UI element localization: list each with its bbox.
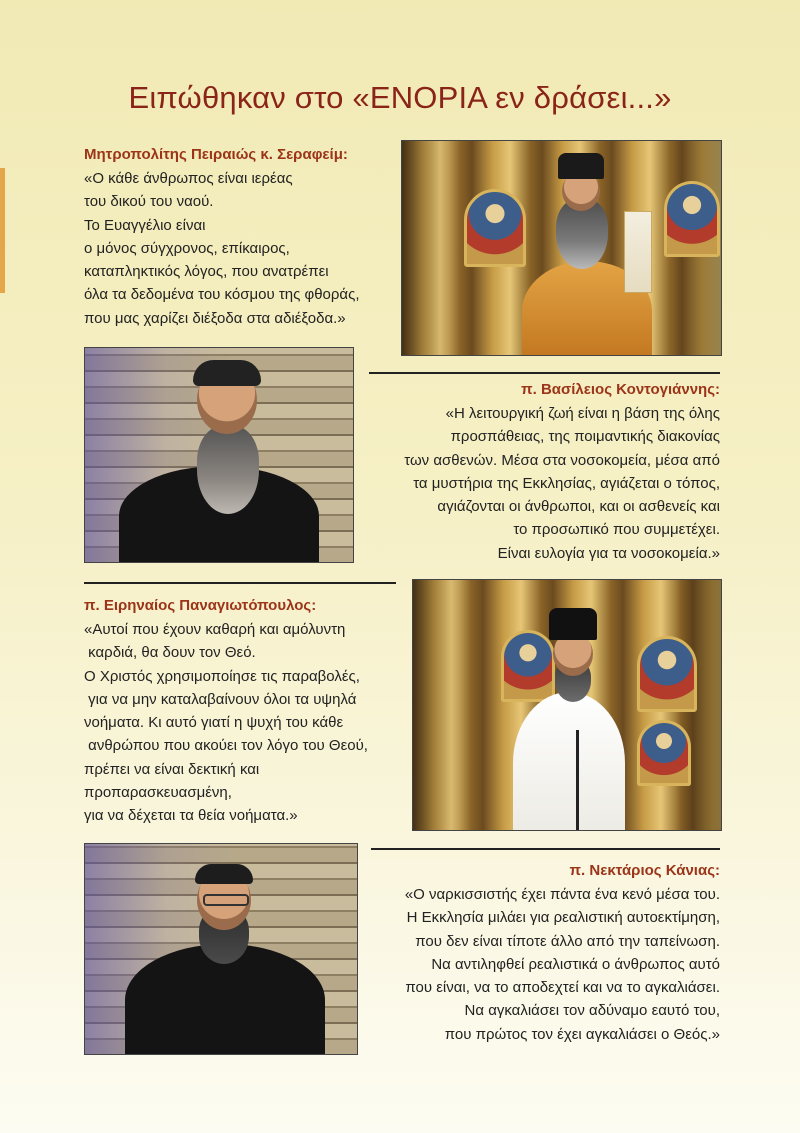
microphone-stand: [576, 730, 579, 830]
kalimavkion: [549, 608, 597, 640]
quote-block-eirinaios: [84, 597, 404, 828]
quote-line: «Η λειτουργική ζωή είναι η βάση της όλης: [445, 405, 720, 422]
hair: [193, 360, 261, 386]
quote-line: του δικού του ναού.: [84, 193, 214, 211]
glasses: [203, 894, 249, 906]
quote-line: για να μην καταλαβαίνουν όλοι τα υψηλά: [84, 690, 357, 708]
divider-rule: [84, 582, 396, 584]
speaker-name: π. Νεκτάριος Κάνιας:: [569, 862, 720, 879]
quote-line: το προσωπικό που συμμετέχει.: [513, 521, 720, 539]
speaker-name: Μητροπολίτης Πειραιώς κ. Σεραφείμ:: [84, 146, 348, 163]
quote-line: Είναι ευλογία για τα νοσοκομεία.»: [497, 544, 720, 562]
speaker-name: π. Ειρηναίος Παναγιωτόπουλος:: [84, 597, 317, 614]
quote-line: τα μυστήρια της Εκκλησίας, αγιάζεται ο τόπος,: [413, 474, 720, 492]
quote-line: «Αυτοί που έχουν καθαρή και αμόλυντη: [84, 621, 346, 638]
photo-fr-nektarios: [84, 843, 358, 1055]
quote-block-nektarios: [360, 862, 720, 1046]
quote-line: ανθρώπου που ακούει τον λόγο του Θεού,: [84, 737, 368, 755]
speaker-name: π. Βασίλειος Κοντογιάννης:: [521, 381, 720, 398]
hair: [195, 864, 253, 884]
quote-line: που είναι, να το αποδεχτεί και να το αγκαλιάσει.: [405, 979, 720, 997]
quote-line: που μας χαρίζει διέξοδα στα αδιέξοδα.»: [84, 309, 346, 327]
icon-painting: [501, 630, 555, 702]
quote-line: όλα τα δεδομένα του κόσμου της φθοράς,: [84, 286, 360, 304]
white-vestment: [513, 692, 625, 831]
quote-line: προσπάθειας, της ποιμαντικής διακονίας: [450, 428, 720, 446]
divider-rule: [369, 372, 720, 374]
quote-line: Ο Χριστός χρησιμοποίησε τις παραβολές,: [84, 667, 360, 685]
quote-line: Να αντιληφθεί ρεαλιστικά ο άνθρωπος αυτό: [431, 955, 720, 973]
icon-painting: [637, 720, 691, 786]
quote-line: «Ο ναρκισσιστής έχει πάντα ένα κενό μέσα του.: [404, 886, 720, 903]
quote-line: «Ο κάθε άνθρωπος είναι ιερέας: [84, 170, 293, 187]
banner-flag: [624, 211, 652, 293]
side-accent-tab: [0, 168, 5, 293]
quote-line: καταπληκτικός λόγος, που ανατρέπει: [84, 263, 329, 281]
quote-line: αγιάζονται οι άνθρωποι, και οι ασθενείς και: [437, 498, 720, 516]
page-title: Ειπώθηκαν στο «ΕΝΟΡΙΑ εν δράσει...»: [128, 80, 672, 115]
quote-line: ο μόνος σύγχρονος, επίκαιρος,: [84, 239, 290, 257]
quote-line: Το Ευαγγέλιο είναι: [84, 216, 206, 234]
quote-line: πρέπει να είναι δεκτική και: [84, 760, 260, 778]
quote-line: προπαρασκευασμένη,: [84, 784, 232, 802]
quote-line: που πρώτος τον έχει αγκαλιάσει ο Θεός.»: [444, 1025, 720, 1043]
quote-block-vasileios: [360, 381, 720, 565]
divider-rule: [371, 848, 720, 850]
quote-line: που δεν είναι τίποτε άλλο από την ταπείνωση.: [415, 932, 720, 950]
quote-block-seraphim: [84, 146, 394, 330]
quote-line: Να αγκαλιάσει τον αδύναμο εαυτό του,: [464, 1002, 720, 1020]
photo-fr-vasileios: [84, 347, 354, 563]
photo-metropolitan-seraphim: [401, 140, 722, 356]
miter: [558, 153, 604, 179]
icon-painting: [664, 181, 720, 257]
quote-line: για να δέχεται τα θεία νοήματα.»: [84, 807, 298, 825]
beard: [197, 426, 259, 514]
quote-line: νοήματα. Κι αυτό γιατί η ψυχή του κάθε: [84, 714, 344, 732]
icon-painting: [464, 189, 526, 267]
quote-line: των ασθενών. Μέσα στα νοσοκομεία, μέσα από: [404, 451, 720, 469]
quote-line: καρδιά, θα δουν τον Θεό.: [84, 644, 256, 662]
quote-line: Η Εκκλησία μιλάει για ρεαλιστική αυτοεκτίμηση,: [406, 909, 720, 927]
photo-fr-eirinaios: [412, 579, 722, 831]
icon-painting: [637, 636, 697, 712]
